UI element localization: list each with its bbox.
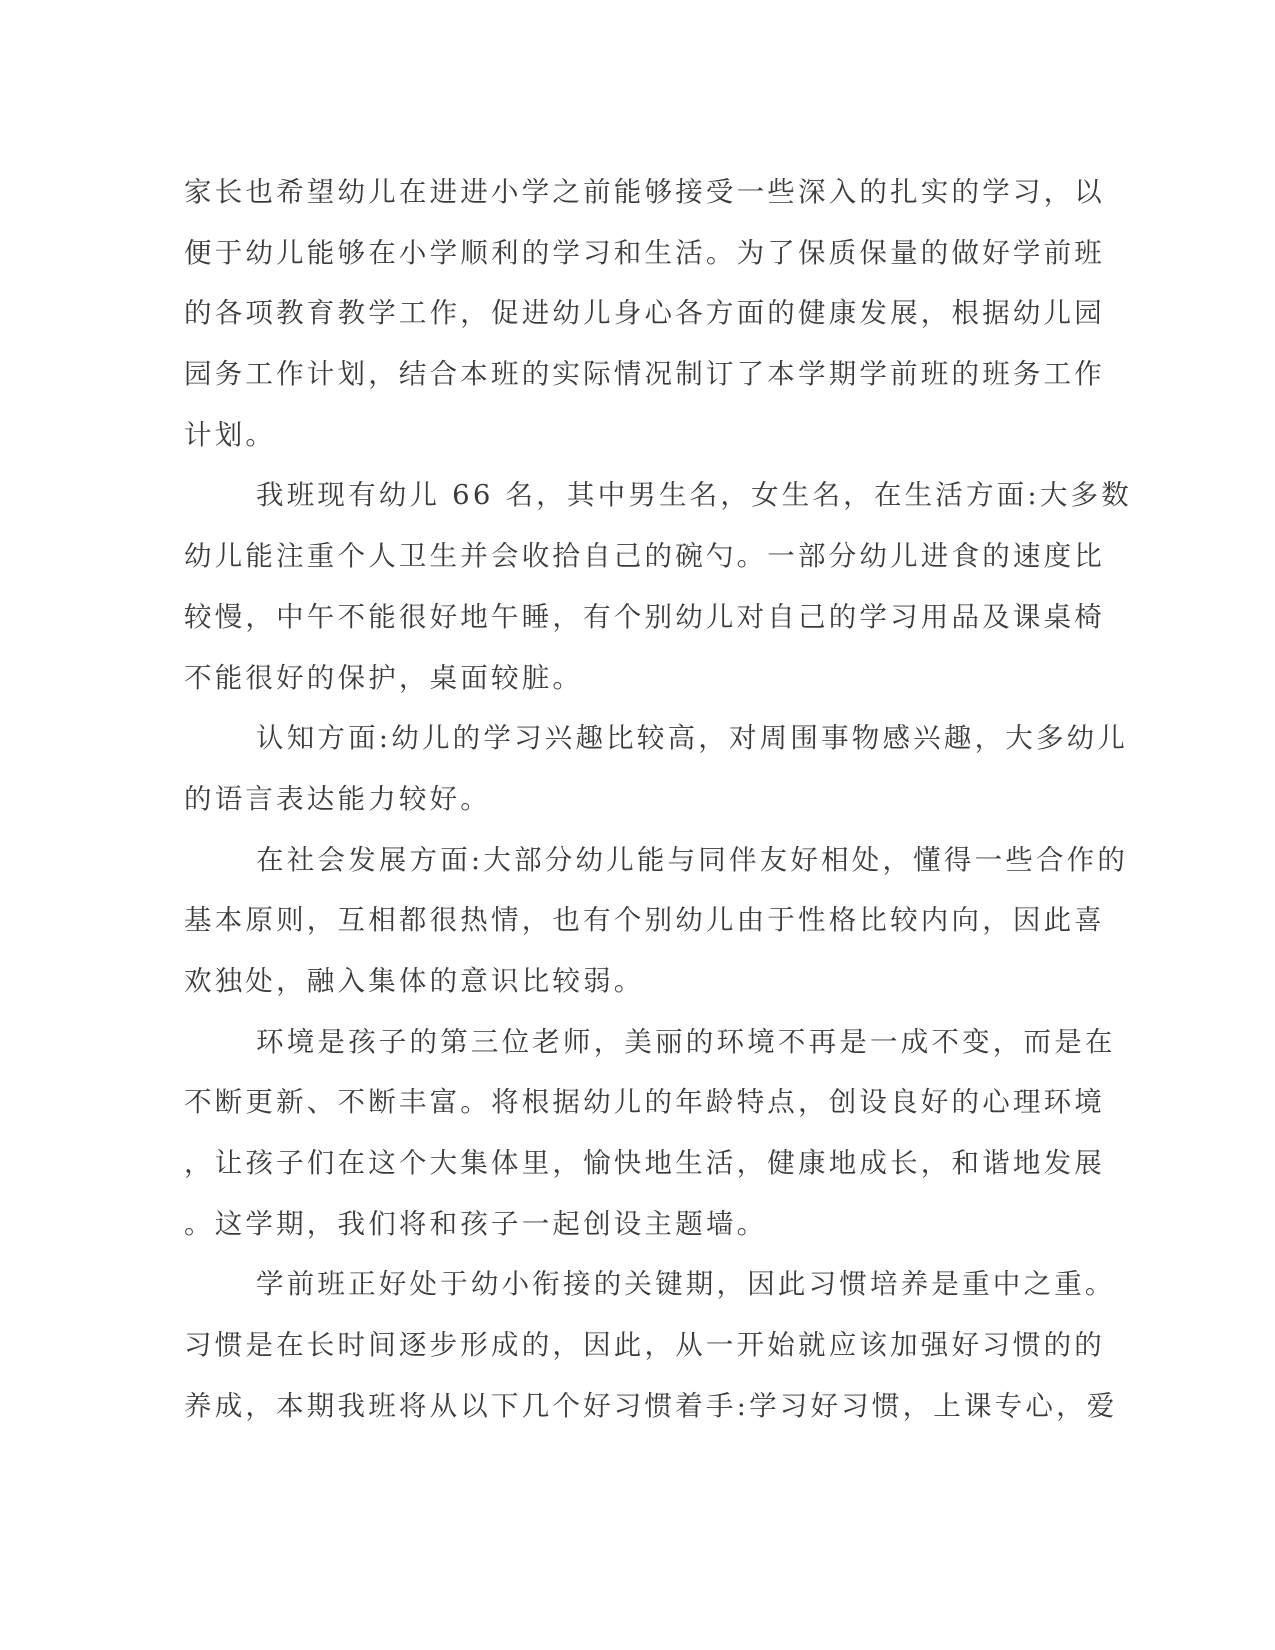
- text-line: 的语言表达能力较好。: [184, 782, 491, 815]
- text-line: 园务工作计划，结合本班的实际情况制订了本学期学前班的班务工作: [184, 358, 1105, 391]
- text-line: 我班现有幼儿 66 名，其中男生名，女生名，在生活方面:大多数: [256, 479, 1132, 512]
- text-line: 不能很好的保护，桌面较脏。: [184, 661, 584, 694]
- text-line: 。这学期，我们将和孩子一起创设主题墙。: [184, 1207, 768, 1240]
- text-line: ，让孩子们在这个大集体里，愉快地生活，健康地成长，和谐地发展: [184, 1147, 1105, 1179]
- text-line: 家长也希望幼儿在进进小学之前能够接受一些深入的扎实的学习，以: [184, 176, 1105, 208]
- text-line: 在社会发展方面:大部分幼儿能与同伴友好相处，懂得一些合作的: [256, 843, 1129, 876]
- text-line: 幼儿能注重个人卫生并会收拾自己的碗勺。一部分幼儿进食的速度比: [184, 540, 1105, 573]
- text-line: 基本原则，互相都很热情，也有个别幼儿由于性格比较内向，因此喜: [184, 904, 1105, 937]
- text-line: 环境是孩子的第三位老师，美丽的环境不再是一成不变，而是在: [256, 1025, 1116, 1058]
- document-body: [184, 162, 1132, 1436]
- paragraph-class-situation: [184, 465, 1132, 708]
- text-line: 不断更新、不断丰富。将根据幼儿的年龄特点，创设良好的心理环境: [184, 1086, 1105, 1119]
- paragraph-environment: [184, 1012, 1116, 1255]
- paragraph-intro-continuation: [184, 162, 1105, 465]
- paragraph-cognition: [184, 708, 1129, 829]
- text-line: 欢独处，融入集体的意识比较弱。: [184, 964, 645, 997]
- text-line: 养成，本期我班将从以下几个好习惯着手:学习好习惯，上课专心，爱: [184, 1389, 1118, 1422]
- text-line: 认知方面:幼儿的学习兴趣比较高，对周围事物感兴趣，大多幼儿: [256, 722, 1129, 755]
- text-line: 学前班正好处于幼小衔接的关键期，因此习惯培养是重中之重。: [256, 1268, 1116, 1301]
- text-line: 习惯是在长时间逐步形成的，因此，从一开始就应该加强好习惯的的: [184, 1329, 1105, 1362]
- paragraph-habits: [184, 1254, 1118, 1436]
- text-line: 较慢，中午不能很好地午睡，有个别幼儿对自己的学习用品及课桌椅: [184, 600, 1105, 633]
- paragraph-social-development: [184, 830, 1129, 1012]
- text-line: 的各项教育教学工作，促进幼儿身心各方面的健康发展，根据幼儿园: [184, 297, 1105, 330]
- text-line: 计划。: [184, 418, 277, 451]
- text-line: 便于幼儿能够在小学顺利的学习和生活。为了保质保量的做好学前班: [184, 236, 1105, 269]
